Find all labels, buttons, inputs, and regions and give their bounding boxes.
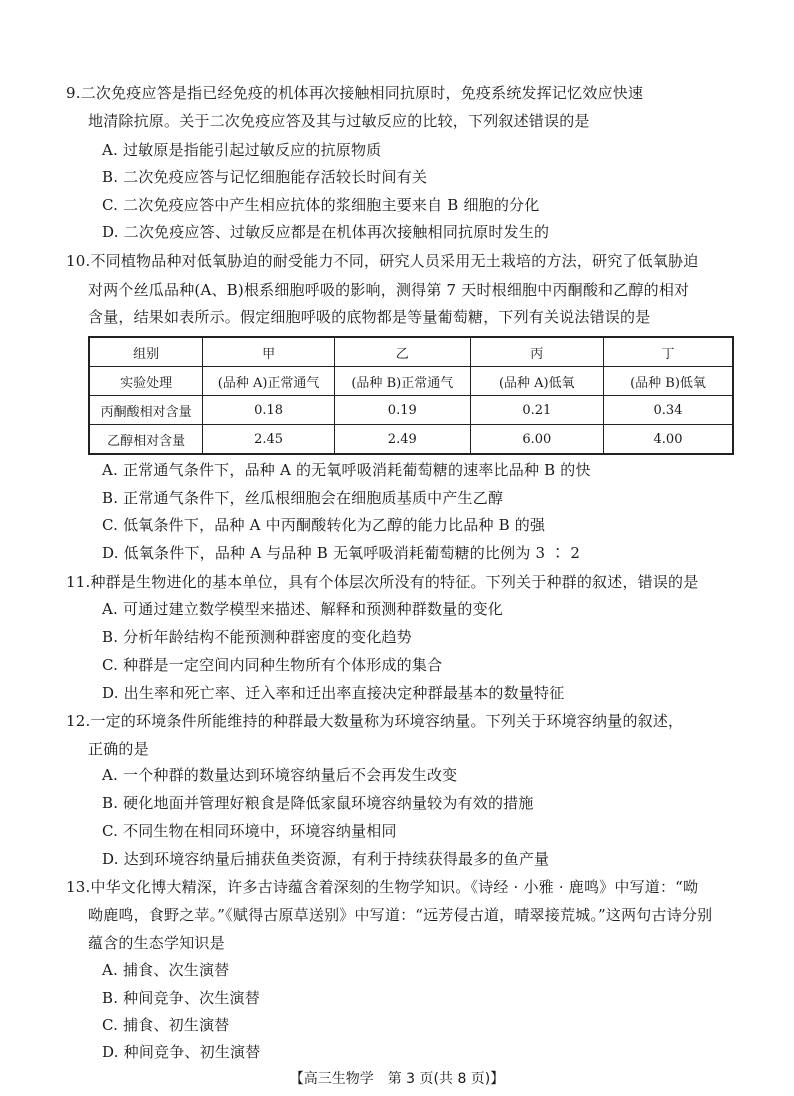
q12-stem: 12.一定的环境条件所能维持的种群最大数量称为环境容纳量。下列关于环境容纳量的叙述， — [66, 712, 684, 730]
q11-option-d: D. 出生率和死亡率、迁入率和迁出率直接决定种群最基本的数量特征 — [102, 684, 565, 702]
table-cell: 0.19 — [334, 396, 470, 425]
q9-option-c: C. 二次免疫应答中产生相应抗体的浆细胞主要来自 B 细胞的分化 — [102, 196, 540, 214]
table-row — [89, 367, 733, 396]
q13-stem-cont1: 呦鹿鸣，食野之苹。”《赋得古原草送别》中写道：“远芳侵古道，晴翠接荒城。”这两句古诗分别 — [88, 906, 713, 924]
q12-option-a: A. 一个种群的数量达到环境容纳量后不会再发生改变 — [102, 766, 458, 784]
table-cell: 2.45 — [203, 425, 335, 455]
table-cell: 实验处理 — [89, 367, 203, 396]
q10-option-c: C. 低氧条件下，品种 A 中丙酮酸转化为乙醇的能力比品种 B 的强 — [102, 516, 546, 534]
table-header-cell: 乙 — [334, 337, 470, 367]
q12-option-d: D. 达到环境容纳量后捕获鱼类资源，有利于持续获得最多的鱼产量 — [102, 850, 550, 868]
table-cell: (品种 B)低氧 — [604, 367, 733, 396]
q13-stem-cont2: 蕴含的生态学知识是 — [88, 934, 225, 952]
table-cell: (品种 B)正常通气 — [334, 367, 470, 396]
q12-stem-cont: 正确的是 — [88, 740, 149, 758]
table-cell: 乙醇相对含量 — [89, 425, 203, 455]
table-header-cell: 丙 — [470, 337, 603, 367]
q9-stem: 9.二次免疫应答是指已经免疫的机体再次接触相同抗原时，免疫系统发挥记忆效应快速 — [66, 84, 644, 102]
q10-option-a: A. 正常通气条件下，品种 A 的无氧呼吸消耗葡萄糖的速率比品种 B 的快 — [102, 461, 591, 479]
q12-option-c: C. 不同生物在相同环境中，环境容纳量相同 — [102, 822, 397, 840]
q11-option-a: A. 可通过建立数学模型来描述、解释和预测种群数量的变化 — [102, 600, 503, 618]
q13-option-a: A. 捕食、次生演替 — [102, 961, 230, 979]
q9-option-d: D. 二次免疫应答、过敏反应都是在机体再次接触相同抗原时发生的 — [102, 223, 550, 241]
table-row — [89, 425, 733, 455]
q10-stem-cont2: 含量，结果如表所示。假定细胞呼吸的底物都是等量葡萄糖，下列有关说法错误的是 — [88, 308, 651, 326]
q10-stem: 10.不同植物品种对低氧胁迫的耐受能力不同，研究人员采用无土栽培的方法，研究了低氧胁迫 — [66, 252, 699, 270]
table-cell: 2.49 — [334, 425, 470, 455]
q10-stem-cont1: 对两个丝瓜品种(A、B)根系细胞呼吸的影响，测得第 7 天时根细胞中丙酮酸和乙醇的相对 — [88, 281, 690, 299]
table-cell: 0.34 — [604, 396, 733, 425]
q10-option-d: D. 低氧条件下，品种 A 与品种 B 无氧呼吸消耗葡萄糖的比例为 3 ∶ 2 — [102, 544, 581, 562]
table-header-row — [89, 337, 733, 367]
q11-option-c: C. 种群是一定空间内同种生物所有个体形成的集合 — [102, 656, 443, 674]
q13-option-b: B. 种间竞争、次生演替 — [102, 989, 260, 1007]
table-cell: 6.00 — [470, 425, 603, 455]
table-header-cell: 丁 — [604, 337, 733, 367]
table-cell: (品种 A)低氧 — [470, 367, 603, 396]
q9-option-a: A. 过敏原是指能引起过敏反应的抗原物质 — [102, 141, 382, 159]
table-row — [89, 396, 733, 425]
page-footer: 【高三生物学 第 3 页(共 8 页)】 — [289, 1071, 505, 1087]
q11-option-b: B. 分析年龄结构不能预测种群密度的变化趋势 — [102, 628, 412, 646]
q12-option-b: B. 硬化地面并管理好粮食是降低家鼠环境容纳量较为有效的措施 — [102, 794, 534, 812]
q10-option-b: B. 正常通气条件下，丝瓜根细胞会在细胞质基质中产生乙醇 — [102, 489, 504, 507]
q13-option-c: C. 捕食、初生演替 — [102, 1016, 230, 1034]
table-cell: 4.00 — [604, 425, 733, 455]
q10-data-table — [88, 336, 734, 455]
table-cell: (品种 A)正常通气 — [203, 367, 335, 396]
table-cell: 0.21 — [470, 396, 603, 425]
q9-stem-cont: 地清除抗原。关于二次免疫应答及其与过敏反应的比较，下列叙述错误的是 — [88, 112, 590, 130]
q13-stem: 13.中华文化博大精深，许多古诗蕴含着深刻的生物学知识。《诗经 · 小雅 · 鹿鸣》中写道：“呦 — [66, 878, 699, 896]
q9-option-b: B. 二次免疫应答与记忆细胞能存活较长时间有关 — [102, 168, 428, 186]
table-header-cell: 组别 — [89, 337, 203, 367]
table-cell: 0.18 — [203, 396, 335, 425]
table-cell: 丙酮酸相对含量 — [89, 396, 203, 425]
table-header-cell: 甲 — [203, 337, 335, 367]
q13-option-d: D. 种间竞争、初生演替 — [102, 1043, 261, 1061]
q11-stem: 11.种群是生物进化的基本单位，具有个体层次所没有的特征。下列关于种群的叙述，错误的是 — [66, 573, 699, 591]
